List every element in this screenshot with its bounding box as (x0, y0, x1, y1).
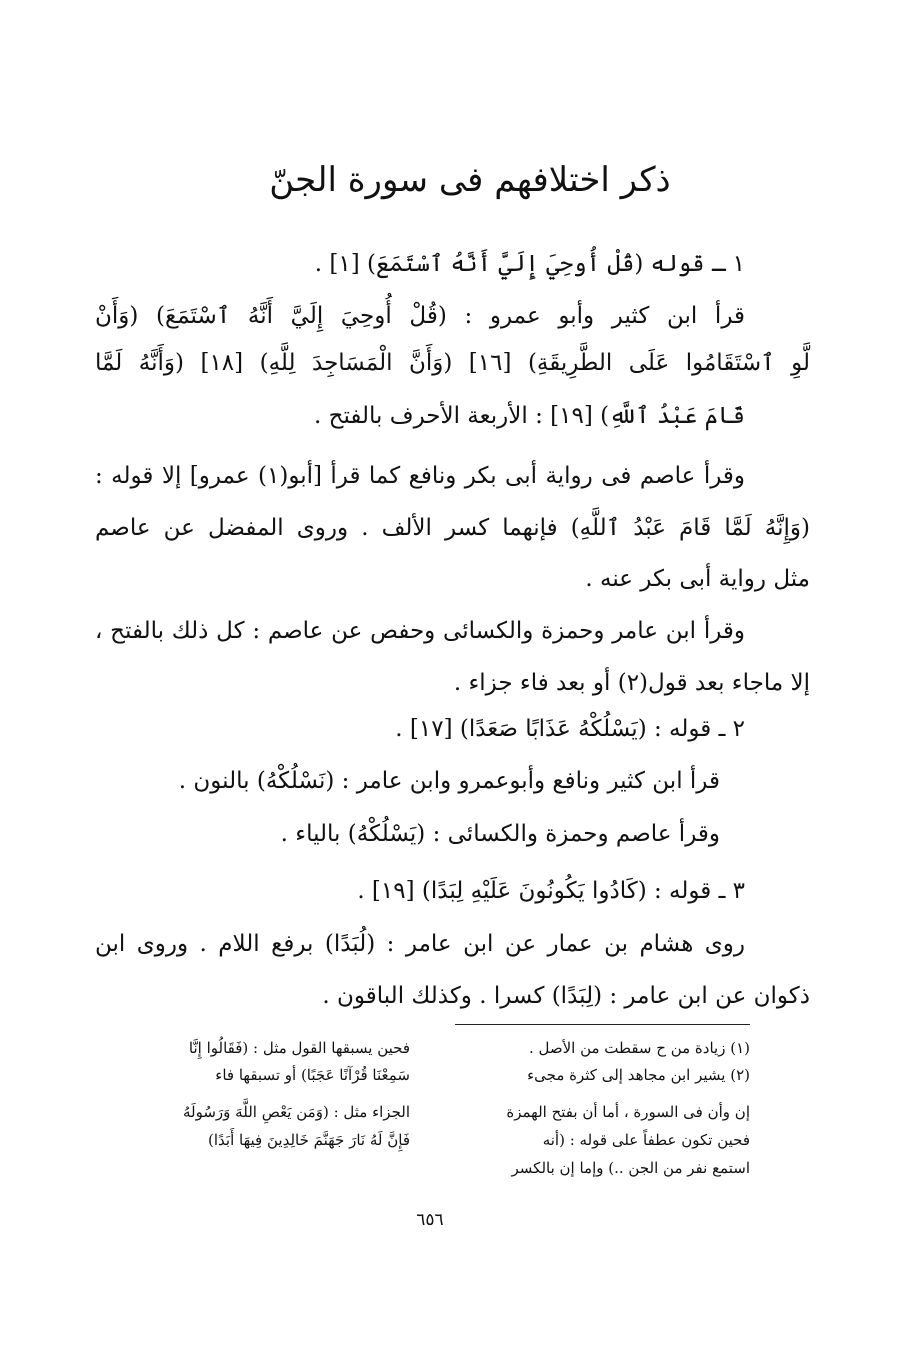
footnote-right-5: استمع نفر من الجن ..) وإما إن بالكسر (511, 1159, 750, 1177)
body-line-8: وقرأ ابن عامر وحمزة والكسائى وحفص عن عاصم : كل ذلك بالفتح ، (95, 618, 745, 644)
body-line-5: وقرأ عاصم فى رواية أبى بكر ونافع كما قرأ [أبو(١) عمرو] إلا قوله : (95, 463, 746, 489)
body-line-11: قرأ ابن كثير ونافع وأبوعمرو وابن عامر : (نَسْلُكْهُ) بالنون . (178, 768, 720, 794)
body-line-2: قرأ ابن كثير وأبو عمرو : (قُلْ أُوحِيَ إِلَيَّ أَنَّهُ ٱسْتَمَعَ) (وَأَنْ (95, 303, 745, 329)
body-line-6: (وَإِنَّهُ لَمَّا قَامَ عَبْدُ ٱللَّهِ) فإنهما كسر الألف . وروى المفضل عن عاصم (95, 515, 810, 541)
footnote-rule (455, 1024, 750, 1025)
footnote-left-1: فحين يسبقها القول مثل : (فَقَالُوا إِنَّا (188, 1039, 410, 1057)
page-number: ٦٥٦ (416, 1210, 444, 1230)
footnote-right-2: (٢) يشير ابن مجاهد إلى كثرة مجىء (527, 1066, 750, 1084)
body-line-12: وقرأ عاصم وحمزة والكسائى : (يَسْلُكْهُ) بالياء . (280, 821, 720, 847)
body-line-9: إلا ماجاء بعد قول(٢) أو بعد فاء جزاء . (453, 670, 810, 696)
body-line-13: ٣ ـ قوله : (كَادُوا يَكُونُونَ عَلَيْهِ لِبَدًا) [١٩] . (357, 878, 745, 904)
chapter-title: ذكر اختلافهم فى سورة الجنّ (269, 160, 671, 200)
body-line-15: ذكوان عن ابن عامر : (لِبَدًا) كسرا . وكذلك الباقون . (322, 983, 810, 1009)
body-line-3: لَّوِ ٱسْتَقَامُوا عَلَى الطَّرِيقَةِ) [١٦] (وَأَنَّ الْمَسَاجِدَ لِلَّهِ) [١٨] (وَأَنَّهُ لَمَّا (95, 350, 810, 376)
body-line-14: روى هشام بن عمار عن ابن عامر : (لُبَدًا) برفع اللام . وروى ابن (95, 931, 745, 957)
body-line-1: ١ ـ قوله (قُلْ أُوحِيَ إِلَيَّ أَنَّهُ ٱسْتَمَعَ) [١] . (314, 251, 745, 277)
body-line-4: قَامَ عَبْدُ ٱللَّهِ) [١٩] : الأربعة الأحرف بالفتح . (313, 403, 745, 429)
footnote-left-2: سَمِعْنَا قُرْآنًا عَجَبًا) أو تسبقها فاء (215, 1066, 410, 1084)
body-line-10: ٢ ـ قوله : (يَسْلُكْهُ عَذَابًا صَعَدًا) [١٧] . (395, 716, 745, 742)
footnote-right-4: فحين تكون عطفاً على قوله : (أنه (542, 1131, 750, 1149)
footnote-left-3: الجزاء مثل : (وَمَن يَعْصِ اللَّهَ وَرَسُولَهُ (183, 1103, 410, 1121)
body-line-7: مثل رواية أبى بكر عنه . (585, 566, 810, 592)
footnote-right-3: إن وأن فى السورة ، أما أن بفتح الهمزة (506, 1103, 750, 1121)
footnote-left-4: فَإِنَّ لَهُ نَارَ جَهَنَّمَ خَالِدِينَ فِيهَا أَبَدًا) (208, 1131, 410, 1149)
footnote-right-1: (١) زيادة من ح سقطت من الأصل . (528, 1039, 750, 1057)
